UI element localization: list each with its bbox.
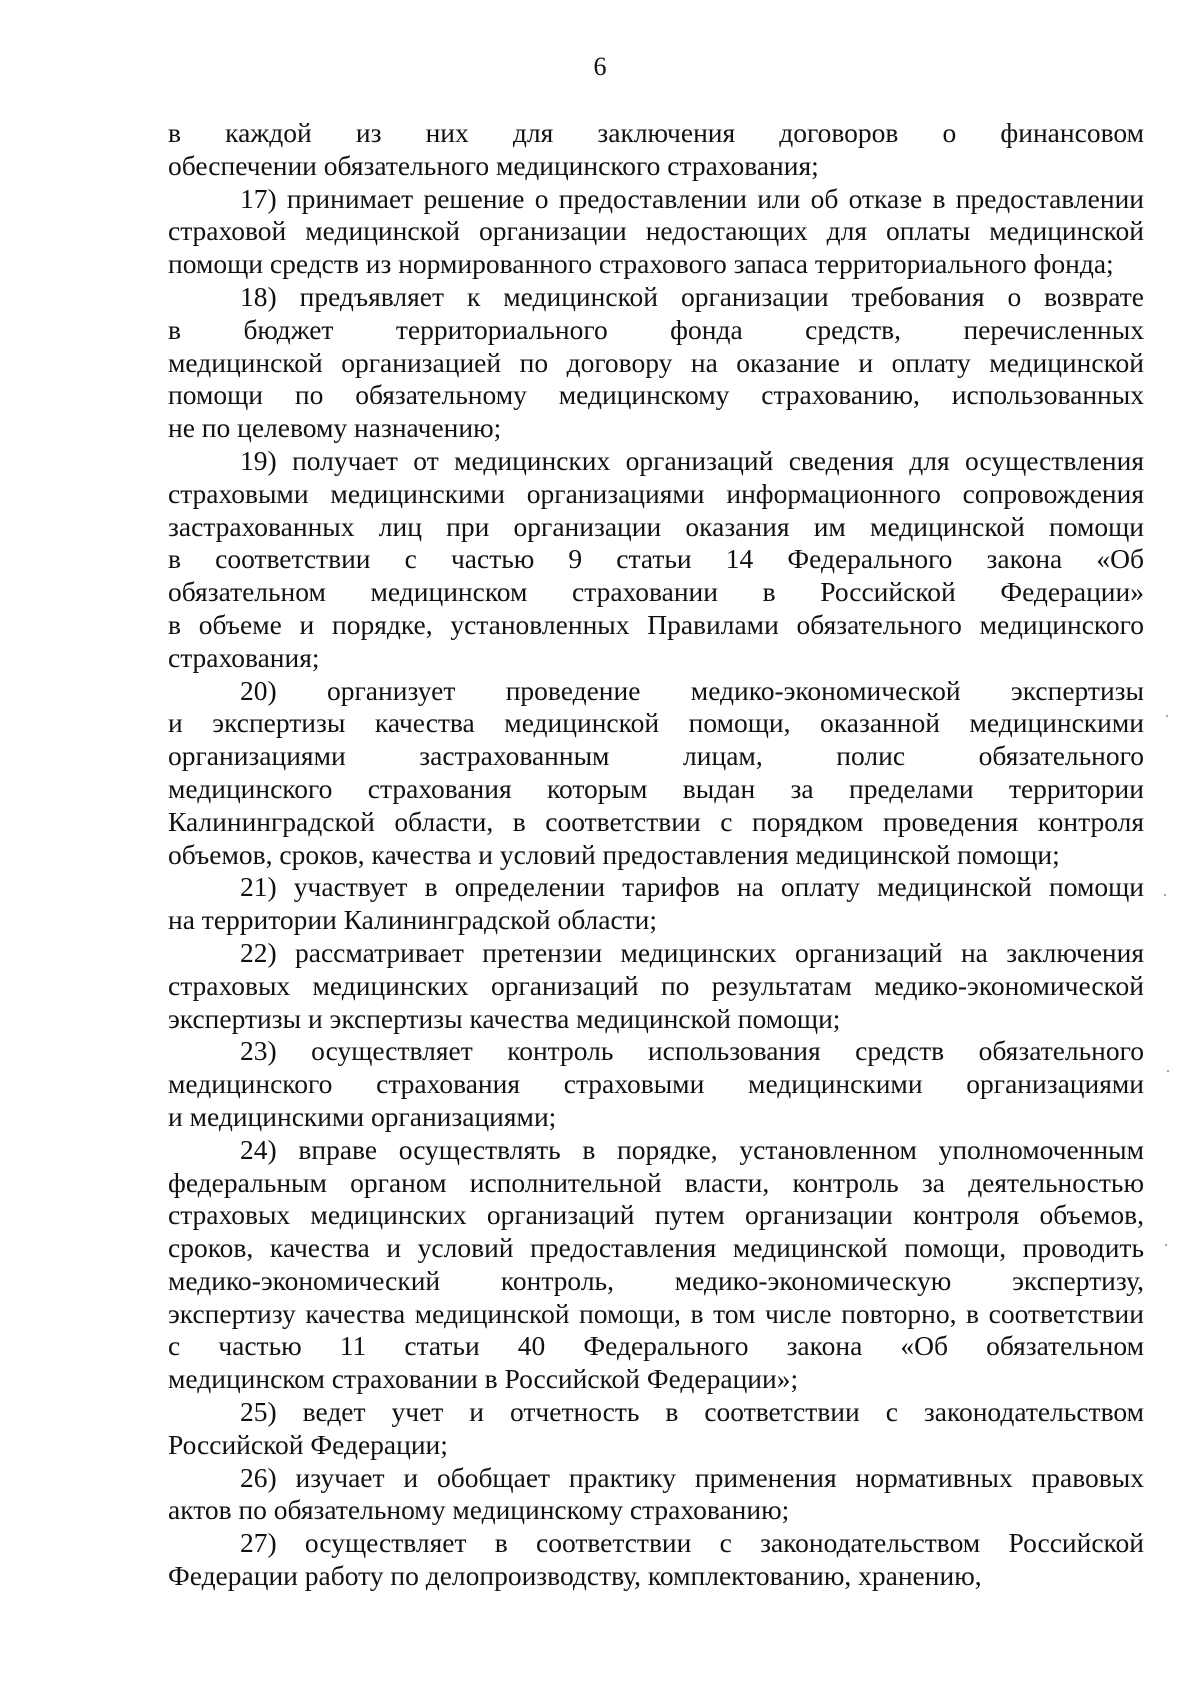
text-line: 18) предъявляет к медицинской организации требования о возврате	[240, 280, 1144, 312]
scan-artifact	[1167, 1070, 1169, 1072]
text-line: на территории Калининградской области;	[168, 904, 658, 936]
text-line: Российской Федерации;	[168, 1428, 448, 1460]
text-line: медицинского страхования которым выдан за пределами территории	[168, 772, 1144, 804]
text-line: 26) изучает и обобщает практику применения нормативных правовых	[240, 1461, 1144, 1493]
list-item-paragraph	[168, 937, 1144, 1035]
text-line: в соответствии с частью 9 статьи 14 Федерального закона «Об	[168, 543, 1144, 575]
text-line: в объеме и порядке, установленных Правилами обязательного медицинского	[168, 608, 1144, 640]
scan-artifact	[1166, 715, 1168, 717]
text-line: 27) осуществляет в соответствии с законодательством Российской	[240, 1527, 1144, 1559]
text-line: 19) получает от медицинских организаций сведения для осуществления	[240, 444, 1144, 476]
text-line: 21) участвует в определении тарифов на оплату медицинской помощи	[240, 871, 1144, 903]
text-line: экспертизы и экспертизы качества медицинской помощи;	[168, 1002, 841, 1034]
text-line: с частью 11 статьи 40 Федерального закона «Об обязательном	[168, 1330, 1144, 1362]
text-line: страховой медицинской организации недостающих для оплаты медицинской	[168, 215, 1144, 247]
text-line: медицинском страховании в Российской Федерации»;	[168, 1363, 799, 1395]
text-line: Федерации работу по делопроизводству, комплектованию, хранению,	[168, 1560, 982, 1592]
text-line: медицинского страхования страховыми медицинскими организациями	[168, 1068, 1144, 1100]
text-line: в бюджет территориального фонда средств, перечисленных	[168, 313, 1144, 345]
text-line: страховых медицинских организаций по результатам медико-экономической	[168, 969, 1144, 1001]
scan-artifact	[1164, 894, 1166, 896]
text-line: актов по обязательному медицинскому страхованию;	[168, 1494, 790, 1526]
text-line: помощи средств из нормированного страхового запаса территориального фонда;	[168, 248, 1114, 280]
text-line: 17) принимает решение о предоставлении или об отказе в предоставлении	[240, 182, 1144, 214]
text-line: экспертизу качества медицинской помощи, в том числе повторно, в соответствии	[168, 1297, 1144, 1329]
text-line: застрахованных лиц при организации оказания им медицинской помощи	[168, 510, 1144, 542]
text-line: обязательном медицинском страховании в Российской Федерации»	[168, 576, 1144, 608]
text-line: страхования;	[168, 641, 320, 673]
text-line: и экспертизы качества медицинской помощи, оказанной медицинскими	[168, 707, 1144, 739]
scan-artifact	[1165, 1244, 1167, 1246]
text-line: Калининградской области, в соответствии с порядком проведения контроля	[168, 805, 1144, 837]
text-line: 20) организует проведение медико-экономической экспертизы	[240, 674, 1144, 706]
text-line: сроков, качества и условий предоставления медицинской помощи, проводить	[168, 1232, 1144, 1264]
text-line: федеральным органом исполнительной власти, контроль за деятельностью	[168, 1166, 1144, 1198]
text-line: страховых медицинских организаций путем организации контроля объемов,	[168, 1199, 1144, 1231]
text-line: и медицинскими организациями;	[168, 1100, 557, 1132]
list-item-paragraph	[168, 871, 1144, 937]
paragraph-continuation	[168, 117, 1144, 183]
list-item-paragraph	[168, 281, 1144, 445]
text-line: медицинской организацией по договору на оказание и оплату медицинской	[168, 346, 1144, 378]
text-line: не по целевому назначению;	[168, 412, 502, 444]
list-item-paragraph	[168, 1396, 1144, 1462]
text-line: в каждой из них для заключения договоров о финансовом	[168, 117, 1144, 148]
text-line: страховыми медицинскими организациями информационного сопровождения	[168, 477, 1144, 509]
text-line: медико-экономический контроль, медико-экономическую экспертизу,	[168, 1264, 1144, 1296]
list-item-paragraph	[168, 1035, 1144, 1133]
list-item-paragraph	[168, 1527, 1144, 1593]
text-line: обеспечении обязательного медицинского страхования;	[168, 149, 819, 181]
text-line: объемов, сроков, качества и условий предоставления медицинской помощи;	[168, 838, 1060, 870]
text-line: 22) рассматривает претензии медицинских организаций на заключения	[240, 936, 1144, 968]
text-line: помощи по обязательному медицинскому страхованию, использованных	[168, 379, 1144, 411]
page-number: 6	[593, 52, 607, 81]
list-item-paragraph	[168, 445, 1144, 675]
document-body	[168, 117, 1144, 1593]
text-line: 25) ведет учет и отчетность в соответствии с законодательством	[240, 1396, 1144, 1428]
text-line: 23) осуществляет контроль использования средств обязательного	[240, 1035, 1144, 1067]
list-item-paragraph	[168, 1134, 1144, 1396]
list-item-paragraph	[168, 675, 1144, 872]
list-item-paragraph	[168, 183, 1144, 281]
list-item-paragraph	[168, 1462, 1144, 1528]
text-line: организациями застрахованным лицам, полис обязательного	[168, 740, 1144, 772]
text-line: 24) вправе осуществлять в порядке, установленном уполномоченным	[240, 1133, 1144, 1165]
